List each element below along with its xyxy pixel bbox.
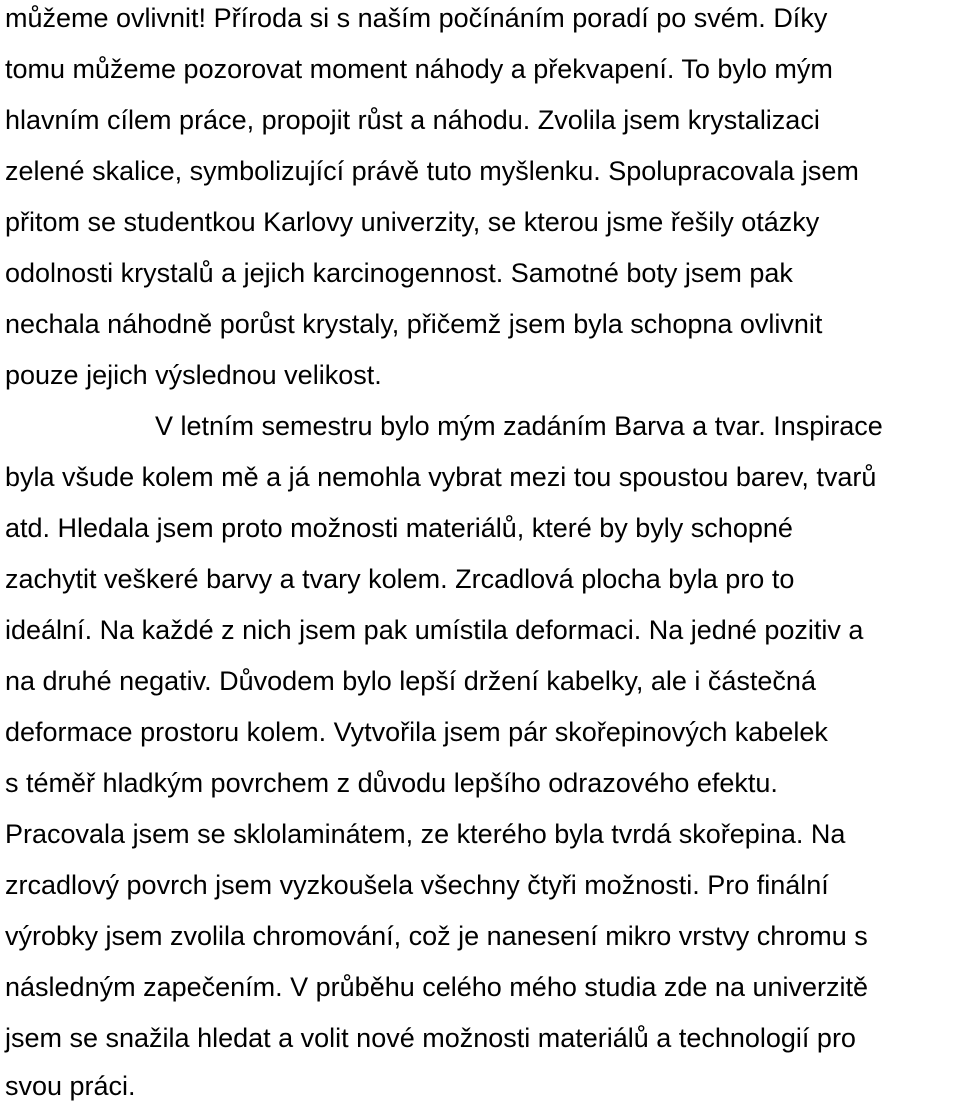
text-line: atd. Hledala jsem proto možnosti materiálů, které by byly schopné — [5, 513, 793, 543]
text-line: zachytit veškeré barvy a tvary kolem. Zrcadlová plocha byla pro to — [5, 564, 795, 594]
text-line: odolnosti krystalů a jejich karcinogennost. Samotné boty jsem pak — [5, 258, 793, 288]
text-line: hlavním cílem práce, propojit růst a náhodu. Zvolila jsem krystalizaci — [5, 105, 820, 135]
text-line: přitom se studentkou Karlovy univerzity, se kterou jsme řešily otázky — [5, 207, 820, 237]
text-line: na druhé negativ. Důvodem bylo lepší držení kabelky, ale i částečná — [5, 666, 816, 696]
text-line: jsem se snažila hledat a volit nové možnosti materiálů a technologií pro — [5, 1023, 856, 1053]
text-line: tomu můžeme pozorovat moment náhody a překvapení. To bylo mým — [5, 54, 833, 84]
text-line: můžeme ovlivnit! Příroda si s naším počínáním poradí po svém. Díky — [5, 3, 828, 33]
text-line: výrobky jsem zvolila chromování, což je nanesení mikro vrstvy chromu s — [5, 921, 868, 951]
text-line: zelené skalice, symbolizující právě tuto myšlenku. Spolupracovala jsem — [5, 156, 859, 186]
text-line: deformace prostoru kolem. Vytvořila jsem pár skořepinových kabelek — [5, 717, 828, 747]
text-line: s téměř hladkým povrchem z důvodu lepšího odrazového efektu. — [5, 768, 778, 798]
text-line: zrcadlový povrch jsem vyzkoušela všechny čtyři možnosti. Pro finální — [5, 870, 829, 900]
text-line: nechala náhodně porůst krystaly, přičemž jsem byla schopna ovlivnit — [5, 309, 823, 339]
text-line: následným zapečením. V průběhu celého mého studia zde na univerzitě — [5, 972, 869, 1002]
text-line: pouze jejich výslednou velikost. — [5, 360, 382, 390]
paragraph-first-line: V letním semestru bylo mým zadáním Barva a tvar. Inspirace — [155, 411, 883, 441]
text-line: ideální. Na každé z nich jsem pak umístila deformaci. Na jedné pozitiv a — [5, 615, 864, 645]
text-line: Pracovala jsem se sklolaminátem, ze kterého byla tvrdá skořepina. Na — [5, 819, 846, 849]
text-line: svou práci. — [5, 1071, 136, 1101]
text-line: byla všude kolem mě a já nemohla vybrat mezi tou spoustou barev, tvarů — [5, 462, 877, 492]
